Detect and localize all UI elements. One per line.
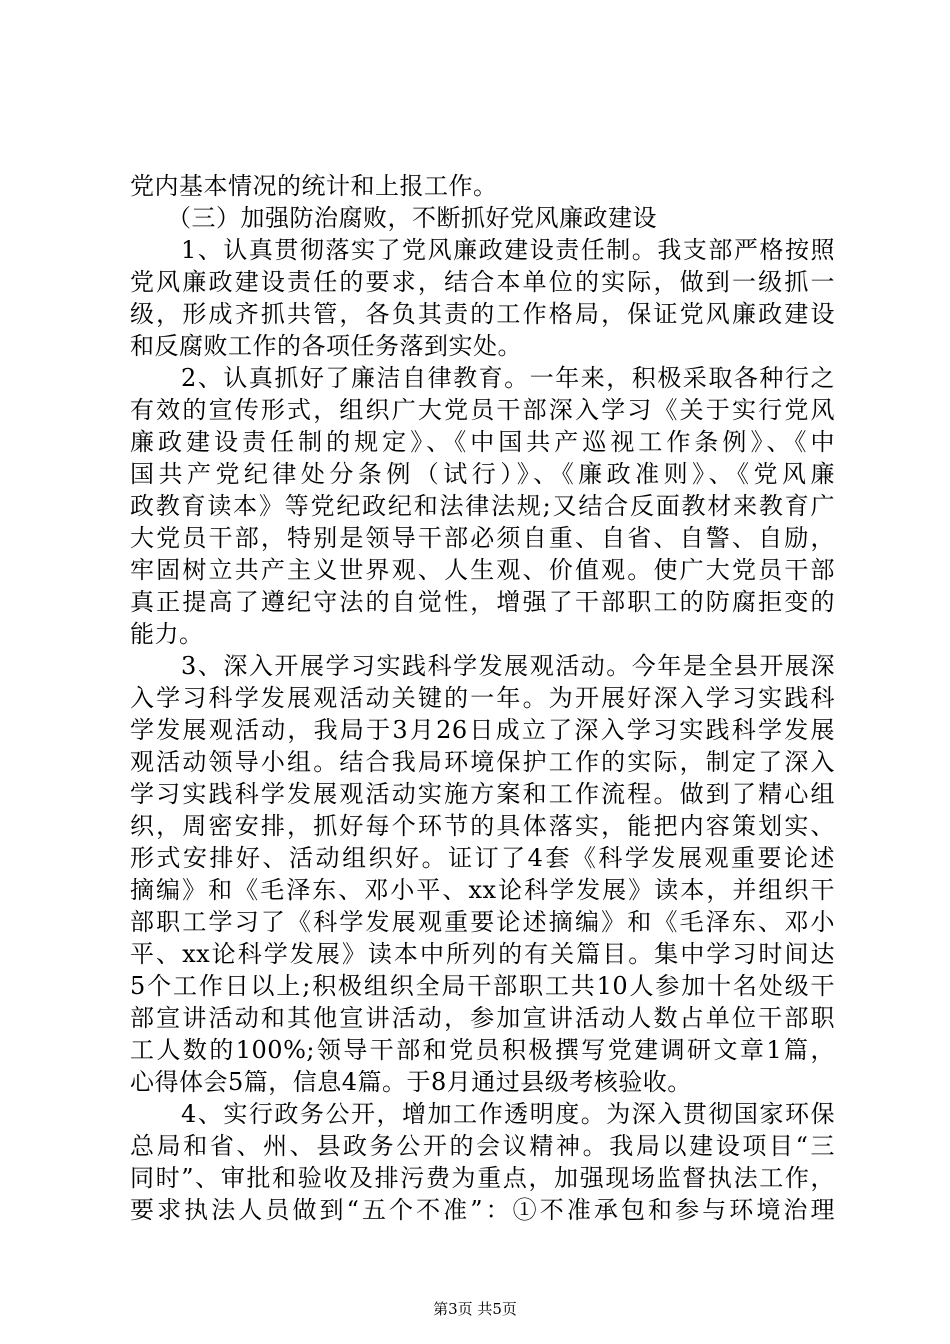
text-line: 和反腐败工作的各项任务落到实处。 [130, 332, 522, 360]
text-line: 有效的宣传形式，组织广大党员干部深入学习《关于实行党风 [130, 396, 835, 424]
text-line: 4、实行政务公开，增加工作透明度。为深入贯彻国家环保 [130, 1100, 835, 1128]
text-line: 级，形成齐抓共管，各负其责的工作格局，保证党风廉政建设 [130, 300, 835, 328]
text-line: 1、认真贯彻落实了党风廉政建设责任制。我支部严格按照 [130, 236, 835, 264]
text-line: 平、xx论科学发展》读本中所列的有关篇目。集中学习时间达 [130, 940, 835, 968]
text-line: 5个工作日以上;积极组织全局干部职工共10人参加十名处级干 [130, 972, 835, 1000]
document-body [130, 170, 835, 1226]
text-line: 国共产党纪律处分条例（试行）》、《廉政准则》、《党风廉 [130, 460, 835, 488]
section-heading: （三）加强防治腐败，不断抓好党风廉政建设 [130, 204, 657, 232]
text-line: 摘编》和《毛泽东、邓小平、xx论科学发展》读本，并组织干 [130, 876, 835, 904]
text-line: 牢固树立共产主义世界观、人生观、价值观。使广大党员干部 [130, 556, 835, 584]
text-line: 3、深入开展学习实践科学发展观活动。今年是全县开展深 [130, 652, 835, 680]
text-line: 学发展观活动，我局于3月26日成立了深入学习实践科学发展 [130, 716, 835, 744]
text-line: 大党员干部，特别是领导干部必须自重、自省、自警、自励， [130, 524, 835, 552]
text-line: 同时”、审批和验收及排污费为重点，加强现场监督执法工作， [130, 1164, 835, 1192]
text-line: 党风廉政建设责任的要求，结合本单位的实际，做到一级抓一 [130, 268, 835, 296]
text-line: 政教育读本》等党纪政纪和法律法规;又结合反面教材来教育广 [130, 492, 835, 520]
text-line: 真正提高了遵纪守法的自觉性，增强了干部职工的防腐拒变的 [130, 588, 835, 616]
text-line: 党内基本情况的统计和上报工作。 [130, 172, 498, 200]
text-line: 入学习科学发展观活动关键的一年。为开展好深入学习实践科 [130, 684, 835, 712]
text-line: 能力。 [130, 620, 204, 648]
text-line: 观活动领导小组。结合我局环境保护工作的实际，制定了深入 [130, 748, 835, 776]
page-number-footer: 第3页 共5页 [433, 1300, 517, 1318]
text-line: 2、认真抓好了廉洁自律教育。一年来，积极采取各种行之 [130, 364, 835, 392]
text-line: 廉政建设责任制的规定》、《中国共产巡视工作条例》、《中 [130, 428, 835, 456]
text-line: 部宣讲活动和其他宣讲活动，参加宣讲活动人数占单位干部职 [130, 1004, 835, 1032]
text-line: 学习实践科学发展观活动实施方案和工作流程。做到了精心组 [130, 780, 835, 808]
text-line: 总局和省、州、县政务公开的会议精神。我局以建设项目“三 [130, 1132, 835, 1160]
text-line: 部职工学习了《科学发展观重要论述摘编》和《毛泽东、邓小 [130, 908, 835, 936]
text-line: 工人数的100%;领导干部和党员积极撰写党建调研文章1篇， [130, 1036, 835, 1064]
text-line: 要求执法人员做到“五个不准”：①不准承包和参与环境治理 [130, 1196, 835, 1224]
text-line: 心得体会5篇，信息4篇。于8月通过县级考核验收。 [130, 1068, 692, 1096]
text-line: 形式安排好、活动组织好。证订了4套《科学发展观重要论述 [130, 844, 835, 872]
text-line: 织，周密安排，抓好每个环节的具体落实，能把内容策划实、 [130, 812, 835, 840]
